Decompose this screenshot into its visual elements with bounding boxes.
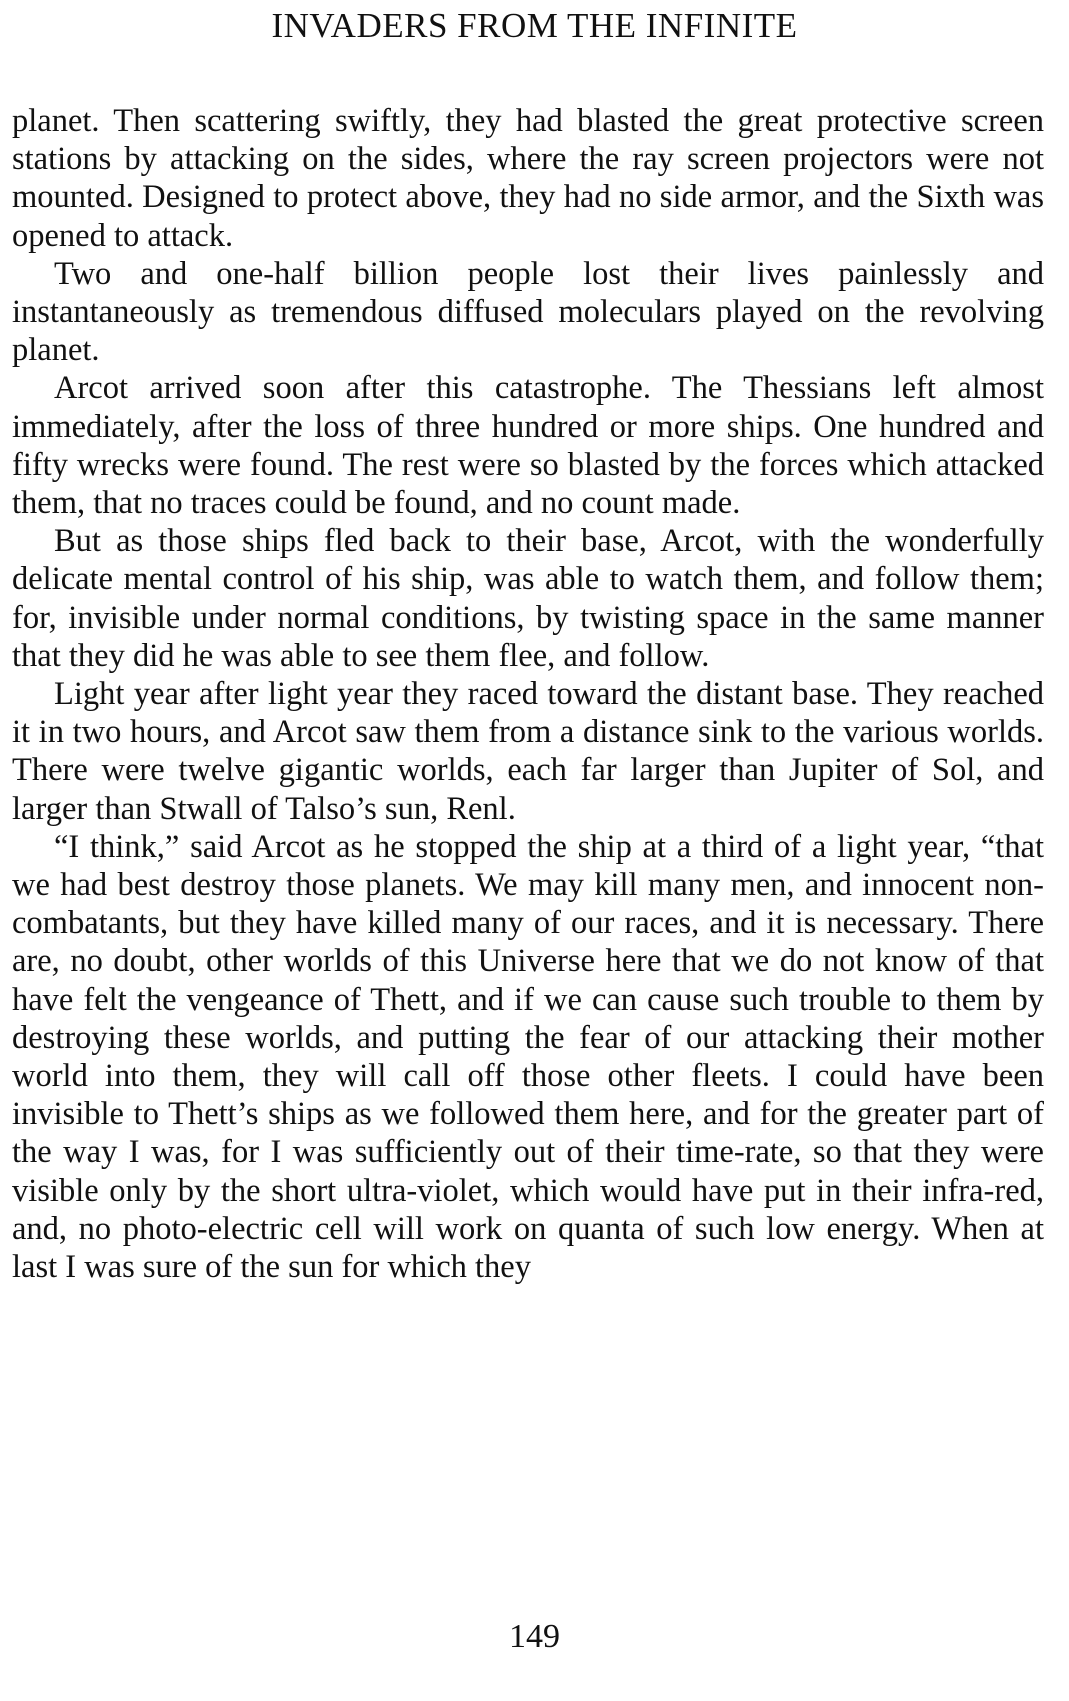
paragraph-6: “I think,” said Arcot as he stopped the ship at a third of a light year, “that we had best destroy those planets. We may kill many men, and innocent non-combatants, but they have killed many of our races, and it is necessary. There are, no doubt, other worlds of this Universe here that we do not know of that have felt the vengeance of Thett, and if we can cause such trouble to them by destroying these worlds, and putting the fear of our attacking their mother world into them, they will call off those other fleets. I could have been invisible to Thett’s ships as we followed them here, and for the greater part of the way I was, for I was sufficiently out of their time-rate, so that they were visible only by the short ultra-violet, which would have put in their infra-red, and, no photo-electric cell will work on quanta of such low energy. When at last I was sure of the sun for which they bbox=[12, 828, 1044, 1286]
paragraph-5: Light year after light year they raced toward the distant base. They reached it in two hours, and Arcot saw them from a distance sink to the various worlds. There were twelve gigantic worlds, each far larger than Jupiter of Sol, and larger than Stwall of Talso’s sun, Renl. bbox=[12, 676, 1044, 827]
paragraph-2: Two and one-half billion people lost their lives painlessly and instantaneously as tremendous diffused moleculars played on the revolving planet. bbox=[12, 255, 1044, 369]
paragraph-3: Arcot arrived soon after this catastrophe. The Thessians left almost immediately, after the loss of three hundred or more ships. One hundred and fifty wrecks were found. The rest were so blasted by the forces which attacked them, that no traces could be found, and no count made. bbox=[12, 370, 1044, 522]
body-text bbox=[12, 102, 1044, 1286]
page-number: 149 bbox=[509, 1618, 560, 1655]
running-head: INVADERS FROM THE INFINITE bbox=[271, 6, 798, 45]
paragraph-1: planet. Then scattering swiftly, they had blasted the great protective screen stations by attacking on the sides, where the ray screen projectors were not mounted. Designed to protect above, they had no side armor, and the Sixth was opened to attack. bbox=[12, 103, 1044, 254]
paragraph-4: But as those ships fled back to their base, Arcot, with the wonderfully delicate mental control of his ship, was able to watch them, and follow them; for, invisible under normal conditions, by twisting space in the same manner that they did he was able to see them flee, and follow. bbox=[12, 523, 1044, 674]
